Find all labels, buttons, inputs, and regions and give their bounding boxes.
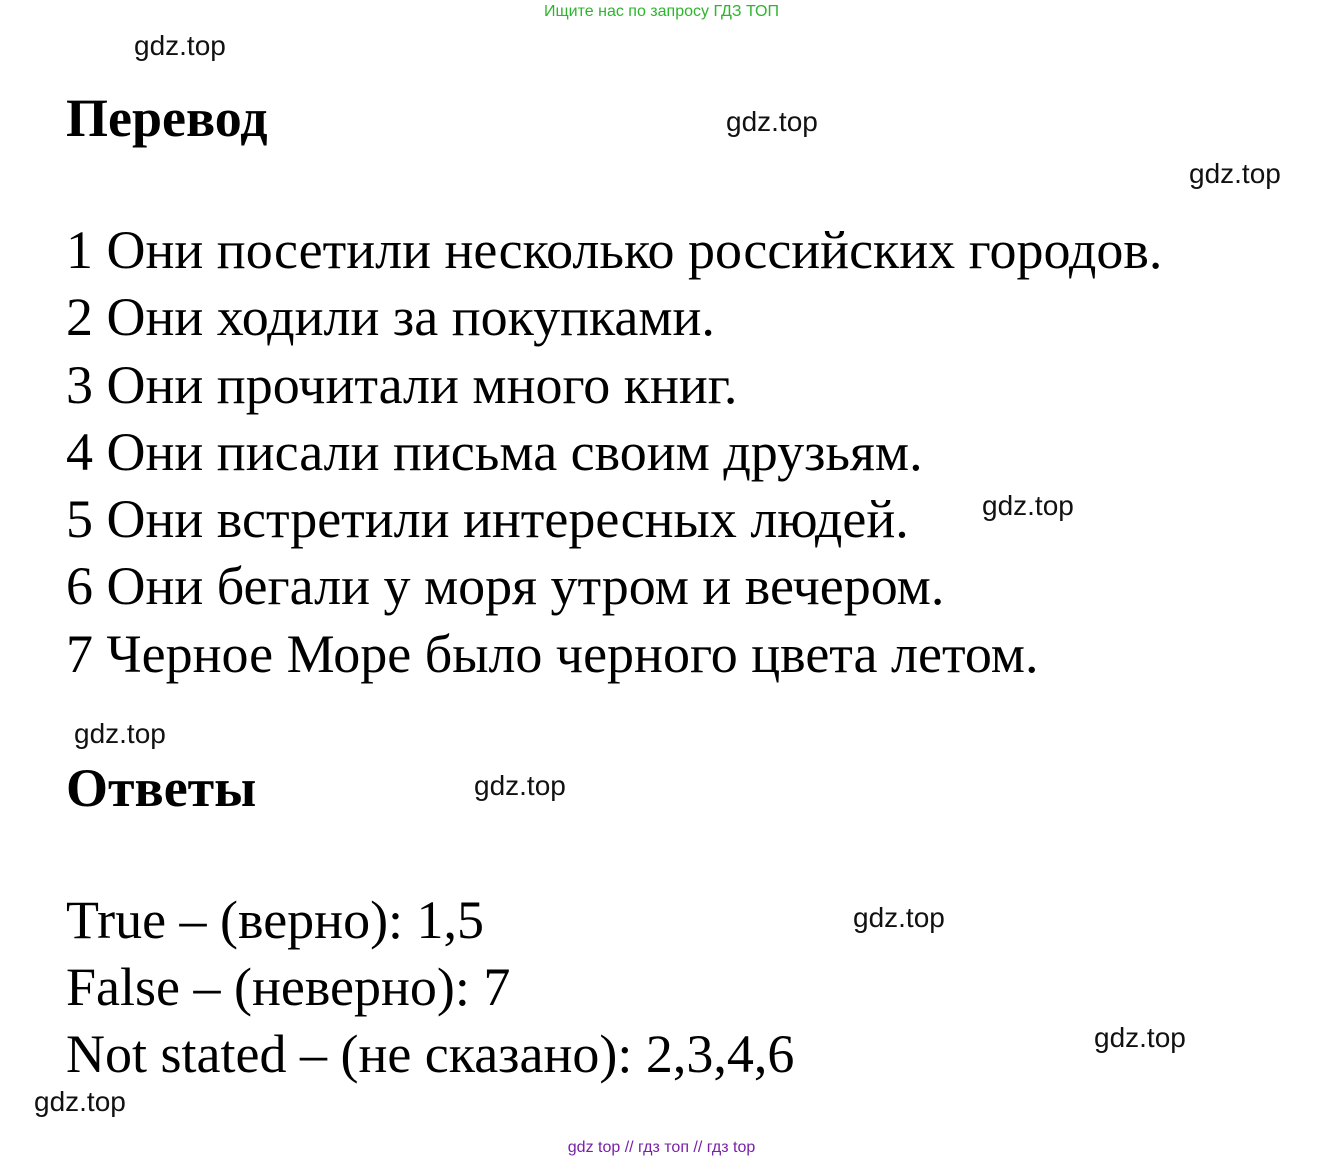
translation-line: 2 Они ходили за покупками. <box>66 287 715 347</box>
watermark: gdz.top <box>34 1086 126 1117</box>
watermark: gdz.top <box>134 30 226 61</box>
watermark: gdz.top <box>982 490 1074 521</box>
watermark: gdz.top <box>853 902 945 933</box>
watermark: gdz.top <box>74 718 166 749</box>
translation-line: 6 Они бегали у моря утром и вечером. <box>66 556 945 616</box>
translation-line: 3 Они прочитали много книг. <box>66 355 738 415</box>
answer-line: True – (верно): 1,5 <box>66 890 485 950</box>
translation-heading: Перевод <box>66 88 268 148</box>
translation-line: 7 Черное Море было черного цвета летом. <box>66 624 1039 684</box>
watermark: gdz.top <box>726 106 818 137</box>
watermark: gdz.top <box>1094 1022 1186 1053</box>
translation-line: 4 Они писали письма своим друзьям. <box>66 422 923 482</box>
watermark: gdz.top <box>474 770 566 801</box>
footer-links: gdz top // гдз топ // гдз top <box>567 1139 756 1156</box>
top-banner: Ищите нас по запросу ГДЗ ТОП <box>544 3 779 20</box>
translation-line: 1 Они посетили несколько российских городов. <box>66 220 1163 280</box>
answers-heading: Ответы <box>66 758 257 818</box>
answer-line: Not stated – (не сказано): 2,3,4,6 <box>66 1024 795 1084</box>
watermark: gdz.top <box>1189 158 1281 189</box>
translation-line: 5 Они встретили интересных людей. <box>66 489 909 549</box>
answer-line: False – (неверно): 7 <box>66 957 511 1017</box>
